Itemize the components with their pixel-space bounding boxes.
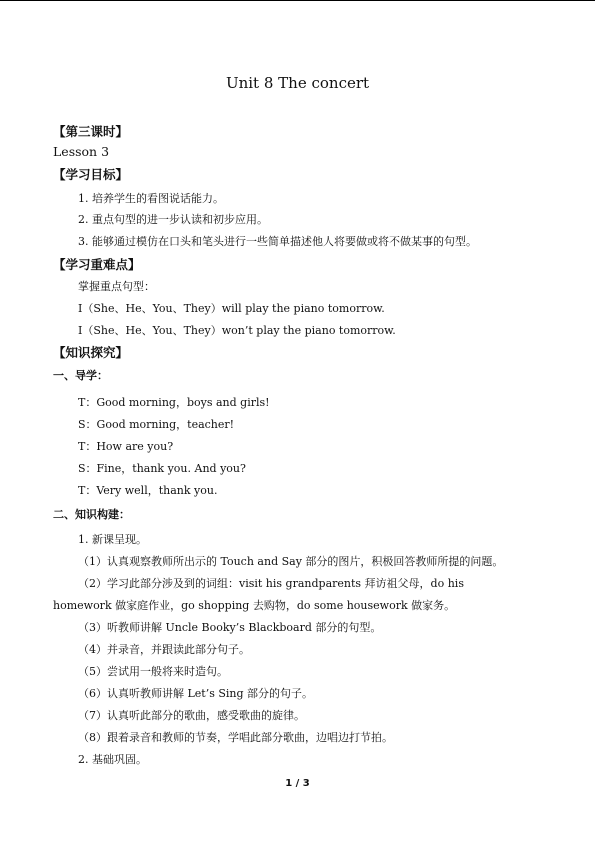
section-heading-period: 【第三课时】 — [53, 124, 129, 139]
page-number: 1 / 3 — [285, 778, 310, 789]
section-heading-explore: 【知识探究】 — [53, 345, 129, 360]
section-heading-goals: 【学习目标】 — [53, 167, 129, 182]
key-sentence: I（She、He、You、They）won’t play the piano tomorrow. — [78, 324, 396, 337]
part-two-title: 二、知识构建： — [53, 508, 130, 521]
build-item: 1. 新课呈现。 — [78, 533, 147, 546]
document-title: Unit 8 The concert — [225, 74, 370, 92]
section-heading-key-points: 【学习重难点】 — [53, 257, 141, 272]
dialogue-line: S：Fine，thank you. And you? — [78, 462, 246, 475]
build-step: （4）并录音，并跟读此部分句子。 — [78, 643, 250, 656]
dialogue-line: T：Good morning，boys and girls! — [78, 396, 270, 409]
dialogue-line: S：Good morning，teacher! — [78, 418, 235, 431]
build-step: （2）学习此部分涉及到的词组：visit his grandparents 拜访祖父母，do his — [78, 577, 464, 590]
key-intro: 掌握重点句型： — [78, 280, 155, 293]
dialogue-line: T：How are you? — [78, 440, 174, 453]
page-top-rule — [0, 0, 595, 1]
build-step-continuation: homework 做家庭作业，go shopping 去购物，do some housework 做家务。 — [53, 599, 456, 612]
build-item: 2. 基础巩固。 — [78, 753, 147, 766]
build-step: （5）尝试用一般将来时造句。 — [78, 665, 228, 678]
goal-item: 2. 重点句型的进一步认读和初步应用。 — [78, 213, 268, 226]
build-step: （7）认真听此部分的歌曲，感受歌曲的旋律。 — [78, 709, 305, 722]
goal-item: 1. 培养学生的看图说话能力。 — [78, 192, 224, 205]
goal-item: 3. 能够通过模仿在口头和笔头进行一些简单描述他人将要做或将不做某事的句型。 — [78, 235, 477, 248]
build-step: （1）认真观察教师所出示的 Touch and Say 部分的图片，积极回答教师所提的问题。 — [78, 555, 504, 568]
build-step: （6）认真听教师讲解 Let’s Sing 部分的句子。 — [78, 687, 314, 700]
lesson-label: Lesson 3 — [53, 144, 110, 159]
key-sentence: I（She、He、You、They）will play the piano tomorrow. — [78, 302, 385, 315]
build-step: （3）听教师讲解 Uncle Booky’s Blackboard 部分的句型。 — [78, 621, 382, 634]
build-step: （8）跟着录音和教师的节奏，学唱此部分歌曲，边唱边打节拍。 — [78, 731, 393, 744]
part-one-title: 一、导学： — [53, 369, 108, 382]
dialogue-line: T：Very well，thank you. — [78, 484, 218, 497]
